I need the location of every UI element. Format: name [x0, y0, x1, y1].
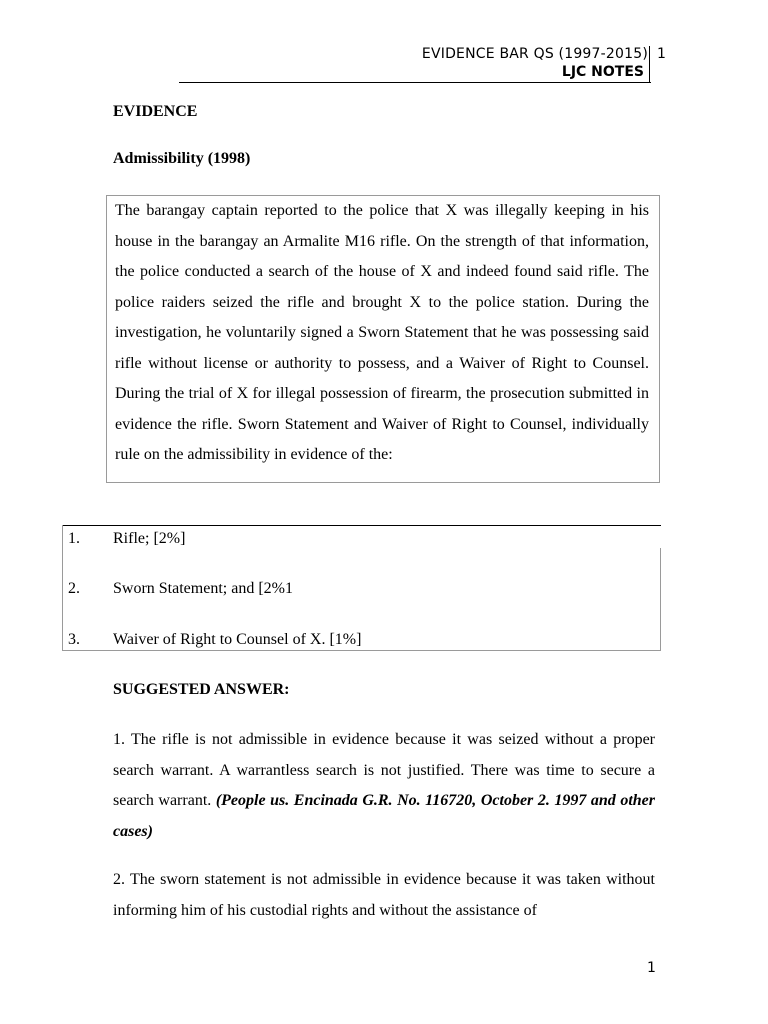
question-box	[106, 195, 660, 483]
item-list-top-rule	[62, 525, 661, 526]
list-item-number: 2.	[68, 580, 80, 597]
answer-heading: SUGGESTED ANSWER:	[113, 681, 290, 698]
item-list-left-rule	[62, 525, 63, 650]
list-item-text: Waiver of Right to Counsel of X. [1%]	[113, 631, 362, 648]
answer-text: 2. The sworn statement is not admissible in evidence because it was taken without informing him of his custodial rights and without the assistance of	[113, 871, 655, 919]
question-title: Admissibility (1998)	[113, 150, 251, 167]
list-item-number: 3.	[68, 631, 80, 648]
header-rule	[179, 82, 651, 83]
item-list-bottom-rule	[62, 650, 661, 651]
footer-page-number: 1	[647, 960, 656, 976]
answer-citation: (People us. Encinada G.R. No. 116720, October 2. 1997 and other cases)	[113, 792, 656, 840]
header-title: EVIDENCE BAR QS (1997-2015)	[421, 46, 648, 62]
header-divider	[649, 46, 650, 83]
header-page-number: 1	[657, 46, 666, 62]
item-list-right-rule	[660, 548, 661, 650]
list-item-number: 1.	[68, 530, 80, 547]
answer-paragraph-1	[113, 725, 655, 847]
section-title: EVIDENCE	[113, 103, 198, 120]
list-item-text: Sworn Statement; and [2%1	[113, 580, 293, 597]
list-item-text: Rifle; [2%]	[113, 530, 186, 547]
header-subtitle: LJC NOTES	[561, 64, 644, 80]
answer-paragraph-2	[113, 865, 655, 926]
answer-text: 1. The rifle is not admissible in evidence because it was seized without a proper search warrant. A warrantless search is not justified. There was time to secure a search warrant.	[113, 731, 655, 809]
question-text: The barangay captain reported to the police that X was illegally keeping in his house in the barangay an Armalite M16 rifle. On the strength of that information, the police conducted a search of the house of X and indeed found said rifle. The police raiders seized the rifle and brought X to the police station. During the investigation, he voluntarily signed a Sworn Statement that he was possessing said rifle without license or authority to possess, and a Waiver of Right to Counsel. During the trial of X for illegal possession of firearm, the prosecution submitted in evidence the rifle. Sworn Statement and Waiver of Right to Counsel, individually rule on the admissibility in evidence of the:	[115, 202, 649, 463]
